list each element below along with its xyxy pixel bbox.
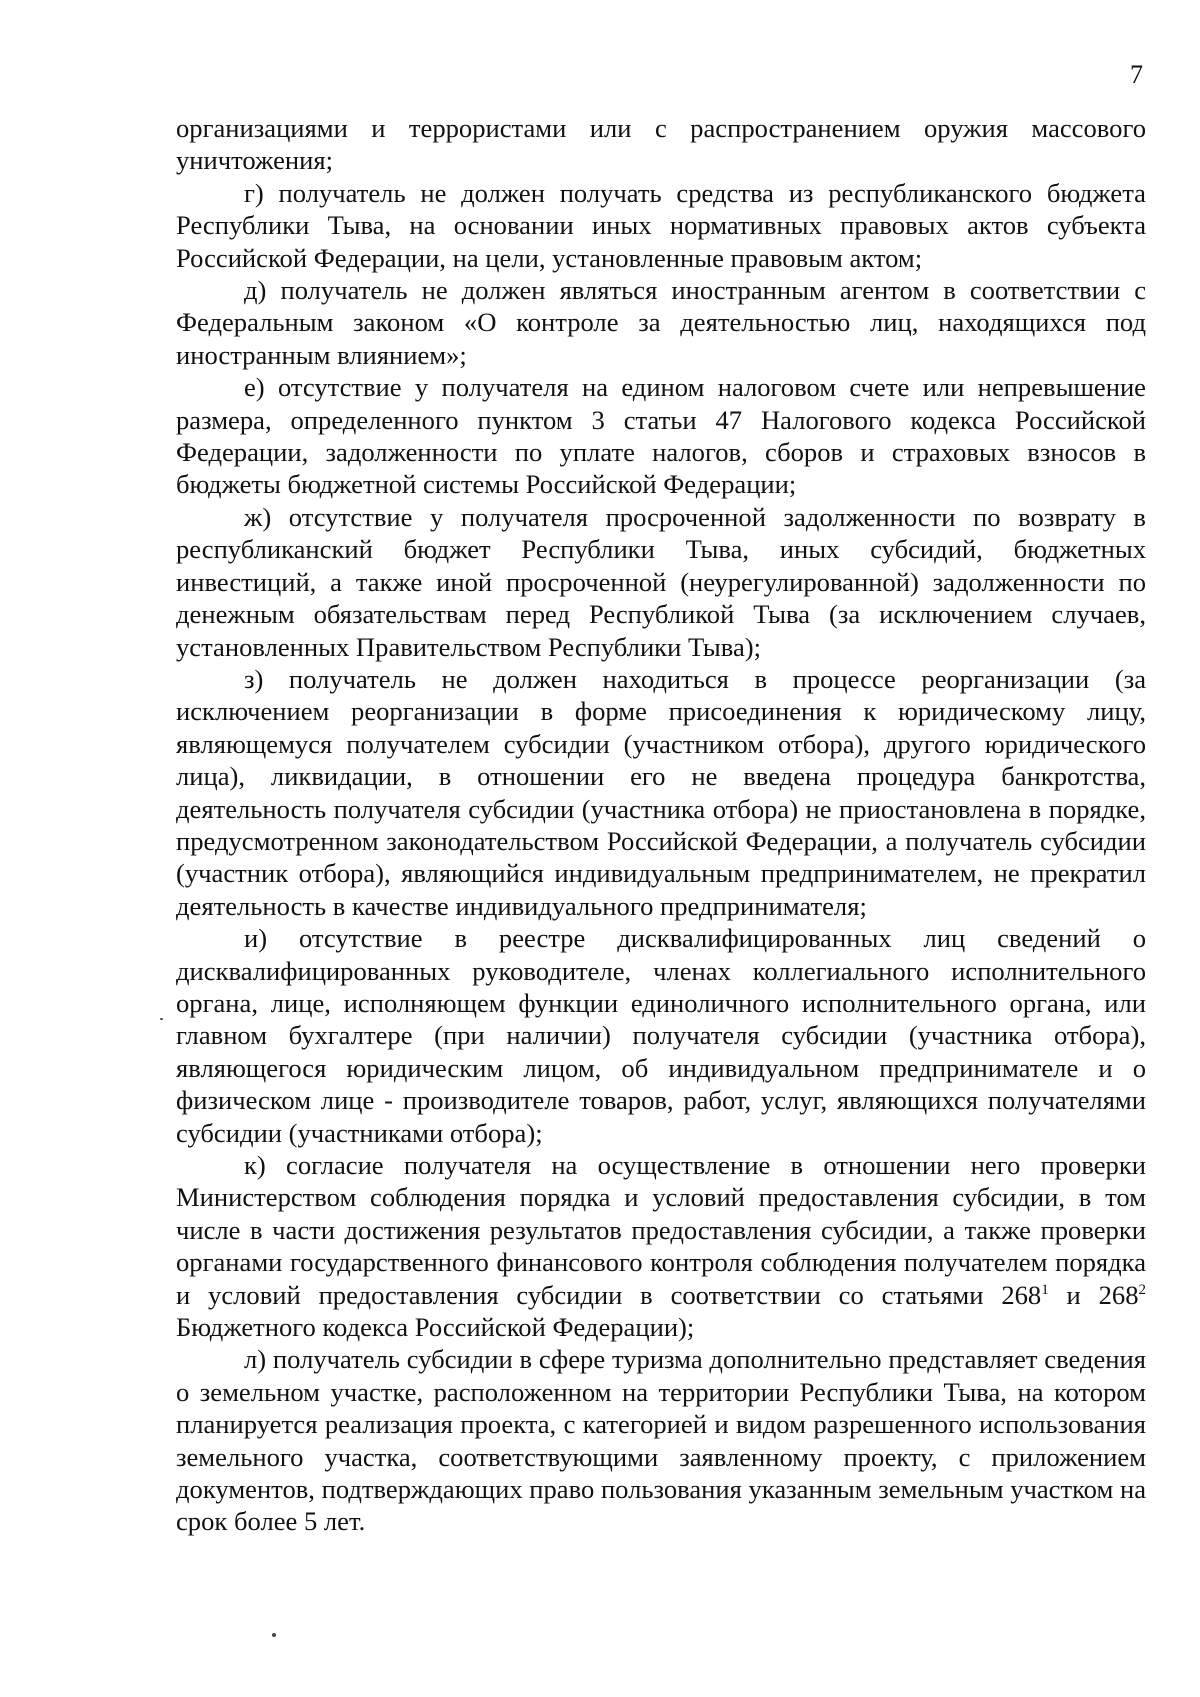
superscript-2: 2	[1138, 1281, 1146, 1298]
paragraph-zh: ж) отсутствие у получателя просроченной задолженности по возврату в республиканский бюджет Республики Тыва, иных субсидий, бюджетных инвестиций, а также иной просроченной (неурегулированной) задолженности по денежным обязательствам перед Республикой Тыва (за исключением случаев, установленных Правительством Республики Тыва);	[176, 501, 1146, 662]
paragraph-d: д) получатель не должен являться иностранным агентом в соответствии с Федеральным законом «О контроле за деятельностью лиц, находящихся под иностранным влиянием»;	[176, 275, 1146, 370]
paragraph-z: з) получатель не должен находиться в процессе реорганизации (за исключением реорганизации в форме присоединения к юридическому лицу, являющемуся получателем субсидии (участником отбора), другого юридического лица), ликвидации, в отношении его не введена процедура банкротства, деятельность получателя субсидии (участника отбора) не приостановлена в порядке, предусмотренном законодательством Российской Федерации, а получатель субсидии (участник отбора), являющийся индивидуальным предпринимателем, не прекратил деятельность в качестве индивидуального предпринимателя;	[176, 663, 1146, 921]
paragraph-k	[176, 1149, 1146, 1343]
paragraph-k-text-middle: и 268	[1048, 1279, 1139, 1310]
paragraph-l: л) получатель субсидии в сфере туризма дополнительно представляет сведения о земельном участке, расположенном на территории Республики Тыва, на котором планируется реализация проекта, с категорией и видом разрешенного использования земельного участка, соответствующими заявленному проекту, с приложением документов, подтверждающих право пользования указанным земельным участком на срок более 5 лет.	[176, 1344, 1146, 1537]
page-number: 7	[1130, 60, 1143, 89]
document-body	[176, 112, 1146, 1538]
paragraph-k-text-after: Бюджетного кодекса Российской Федерации);	[176, 1312, 695, 1343]
paragraph-e: е) отсутствие у получателя на едином налоговом счете или непревышение размера, определенного пунктом 3 статьи 47 Налогового кодекса Российской Федерации, задолженности по уплате налогов, сборов и страховых взносов в бюджеты бюджетной системы Российской Федерации;	[176, 372, 1146, 500]
scan-speck	[272, 1633, 276, 1637]
paragraph-k-text-before: к) согласие получателя на осуществление в отношении него проверки Министерством соблюдения порядка и условий предоставления субсидии, в том числе в части достижения результатов предоставления субсидии, а также проверки органами государственного финансового контроля соблюдения получателем порядка и условий предоставления субсидии в соответствии со статьями 268	[176, 1150, 1146, 1310]
superscript-1: 1	[1041, 1281, 1049, 1298]
scan-speck	[160, 1018, 163, 1020]
paragraph-i: и) отсутствие в реестре дисквалифицированных лиц сведений о дисквалифицированных руководителе, членах коллегиального исполнительного органа, лице, исполняющем функции единоличного исполнительного органа, или главном бухгалтере (при наличии) получателя субсидии (участника отбора), являющегося юридическим лицом, об индивидуальном предпринимателе и о физическом лице - производителе товаров, работ, услуг, являющихся получателями субсидии (участниками отбора);	[176, 923, 1146, 1148]
paragraph-continuation: организациями и террористами или с распространением оружия массового уничтожения;	[176, 113, 1146, 176]
paragraph-g: г) получатель не должен получать средства из республиканского бюджета Республики Тыва, на основании иных нормативных правовых актов субъекта Российской Федерации, на цели, установленные правовым актом;	[176, 177, 1146, 273]
